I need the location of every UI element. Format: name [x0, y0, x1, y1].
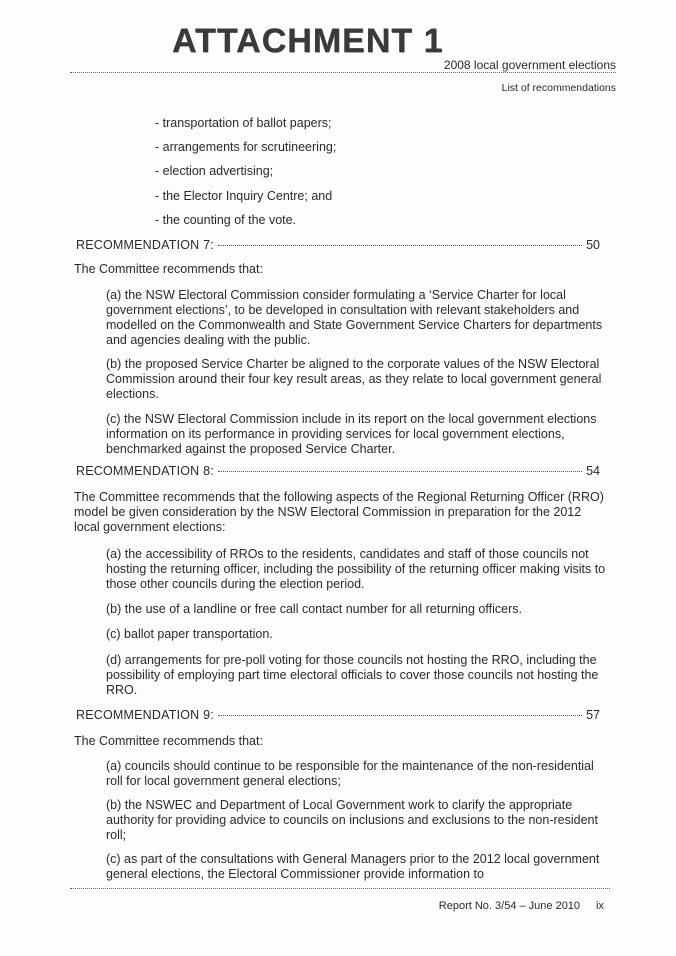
recommendation-label: RECOMMENDATION 9:	[76, 708, 214, 722]
recommendation-item: (a) the accessibility of RROs to the residents, candidates and staff of those councils not hosting the returning officer, including the possibility of the returning officer making visits to those other councils during the election period.	[106, 547, 606, 591]
leader-dots	[218, 471, 582, 472]
recommendation-item: (d) arrangements for pre-poll voting for those councils not hosting the RRO, including the possibility of employing part time electoral officials to cover those councils not hosting the RRO.	[106, 653, 599, 697]
leader-dots	[218, 245, 582, 246]
recommendation-label: RECOMMENDATION 8:	[76, 464, 214, 478]
page-number: 57	[586, 708, 600, 722]
recommendation-item: (b) the NSWEC and Department of Local Government work to clarify the appropriate authority for providing advice to councils on inclusions and exclusions to the non-resident roll;	[106, 798, 598, 842]
report-reference: Report No. 3/54 – June 2010	[438, 900, 581, 912]
recommendation-8-heading[interactable]	[76, 464, 600, 478]
recommendation-item: (c) the NSW Electoral Commission include in its report on the local government elections information on its performance in providing services for local government elections, benchmarked against the proposed Service Charter.	[106, 412, 597, 456]
page-footer	[0, 900, 604, 912]
recommendation-item: (b) the use of a landline or free call contact number for all returning officers.	[106, 602, 522, 616]
recommendation-intro: The Committee recommends that:	[74, 262, 263, 276]
recommendation-7-heading[interactable]	[76, 238, 600, 252]
leader-dots	[218, 715, 582, 716]
bullet-item: - the Elector Inquiry Centre; and	[155, 189, 333, 203]
bullet-item: - the counting of the vote.	[155, 213, 297, 227]
recommendation-item: (a) the NSW Electoral Commission consider formulating a ‘Service Charter for local government elections’, to be developed in consultation with relevant stakeholders and modelled on the Commonwealth and State Government Service Charters for departments and agencies dealing with the public.	[106, 288, 603, 347]
header-divider	[70, 72, 616, 73]
recommendation-item: (c) ballot paper transportation.	[106, 627, 273, 641]
recommendation-intro: The Committee recommends that:	[74, 734, 263, 748]
recommendation-label: RECOMMENDATION 7:	[76, 238, 214, 252]
bullet-item: - election advertising;	[155, 164, 274, 178]
footer-divider	[70, 888, 610, 889]
page-number: 54	[586, 464, 600, 478]
recommendation-intro: The Committee recommends that the following aspects of the Regional Returning Officer (RRO) model be given consideration by the NSW Electoral Commission in preparation for the 2012 local government elections:	[74, 490, 604, 534]
section-title: List of recommendations	[501, 82, 616, 94]
page-number-roman: ix	[596, 900, 604, 912]
bullet-item: - transportation of ballot papers;	[155, 116, 332, 130]
recommendation-item: (b) the proposed Service Charter be aligned to the corporate values of the NSW Electoral Commission around their four key result areas, as they relate to local government general elections.	[106, 357, 602, 401]
page-number: 50	[586, 238, 600, 252]
recommendation-item: (a) councils should continue to be responsible for the maintenance of the non-residential roll for local government general elections;	[106, 759, 594, 788]
bullet-item: - arrangements for scrutineering;	[155, 140, 337, 154]
recommendation-9-heading[interactable]	[76, 708, 600, 722]
recommendation-item: (c) as part of the consultations with General Managers prior to the 2012 local government general elections, the Electoral Commissioner provide information to	[106, 852, 600, 881]
attachment-title: ATTACHMENT 1	[172, 22, 444, 60]
document-subtitle: 2008 local government elections	[443, 58, 616, 72]
